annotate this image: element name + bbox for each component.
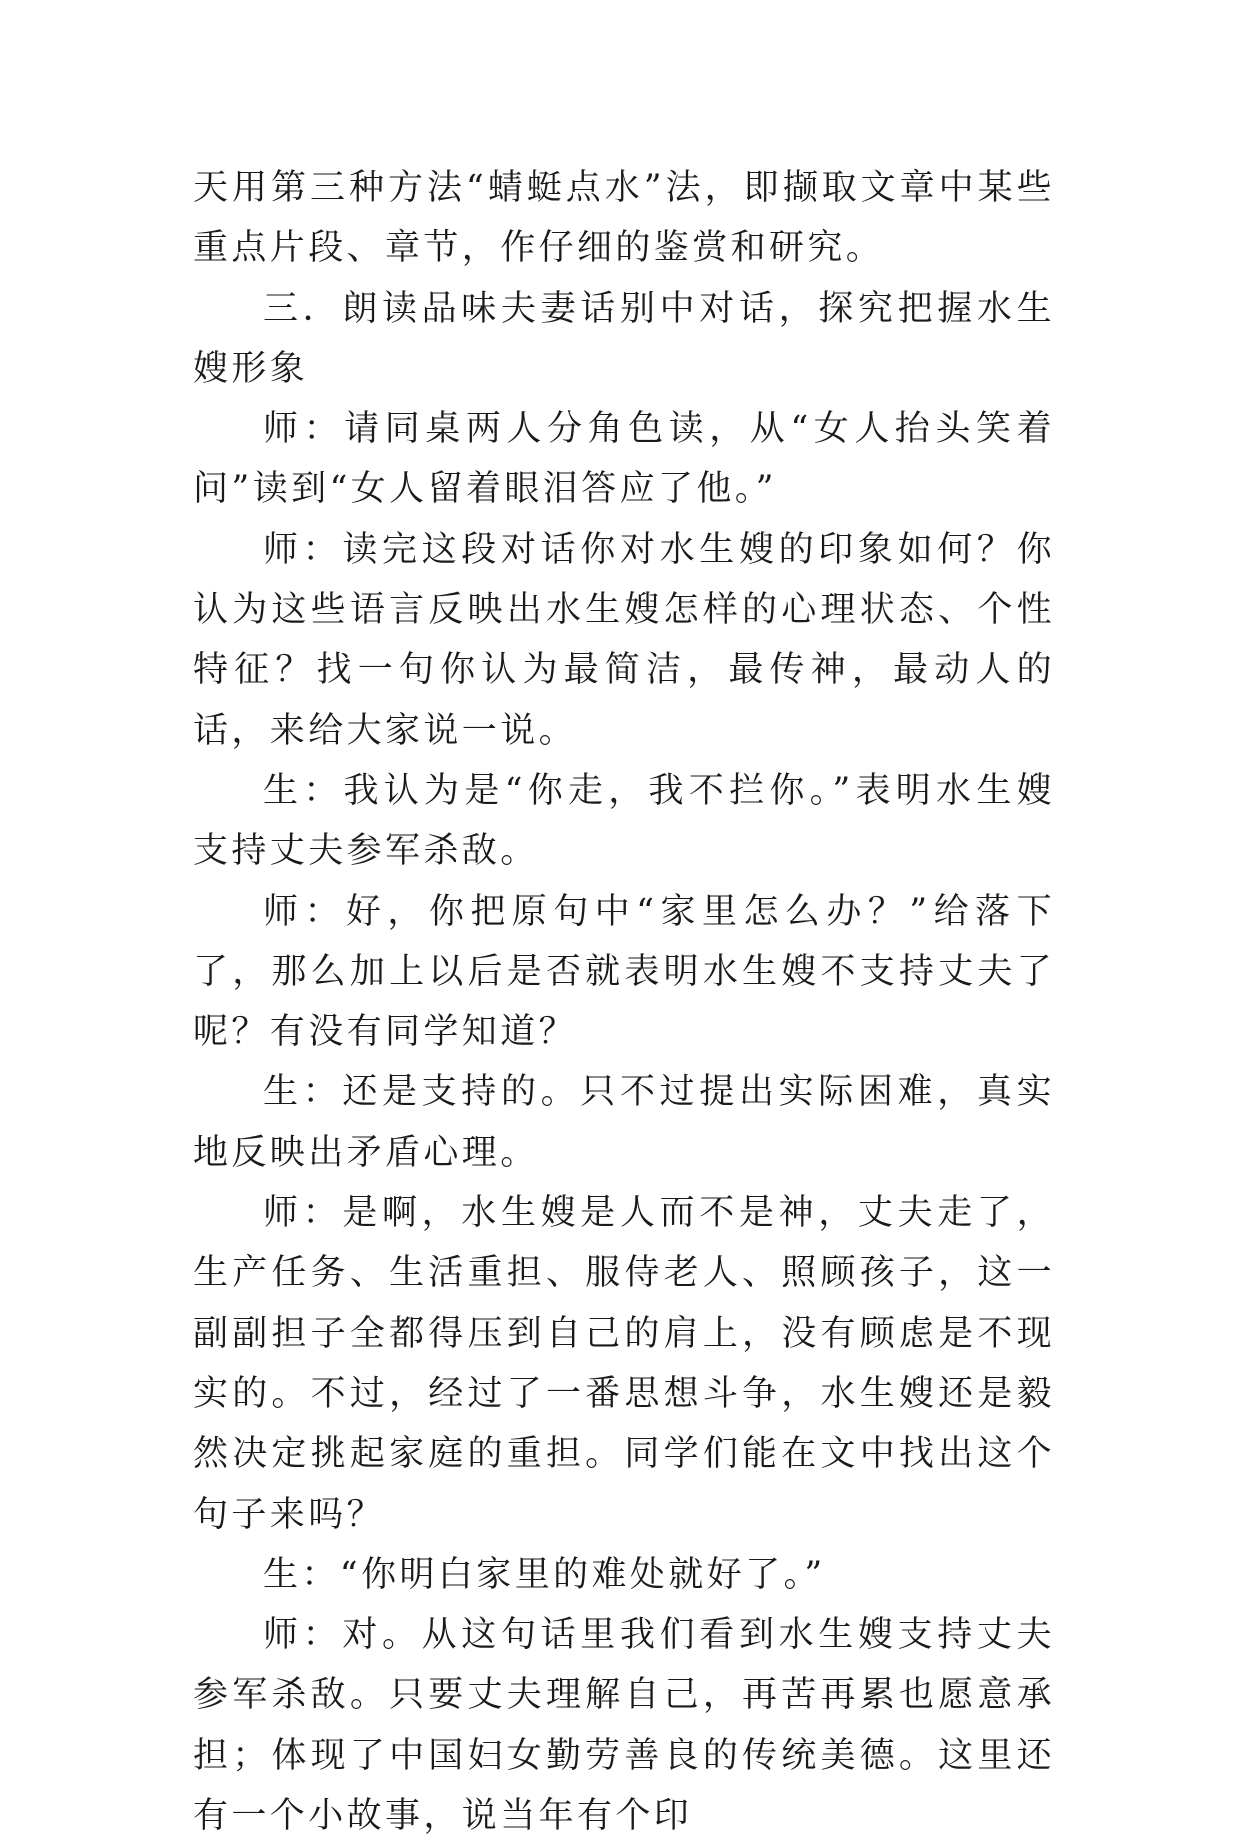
- document-body: [193, 158, 1055, 1846]
- paragraph-4: 师：读完这段对话你对水生嫂的印象如何？你认为这些语言反映出水生嫂怎样的心理状态、个性特征？找一句你认为最简洁，最传神，最动人的话，来给大家说一说。: [193, 529, 1055, 751]
- paragraph-9: 生：“你明白家里的难处就好了。”: [263, 1554, 826, 1595]
- paragraph-3: 师：请同桌两人分角色读，从“女人抬头笑着问”读到“女人留着眼泪答应了他。”: [193, 409, 1055, 510]
- paragraph-7: 生：还是支持的。只不过提出实际困难，真实地反映出矛盾心理。: [193, 1072, 1055, 1173]
- paragraph-1: 天用第三种方法“蜻蜓点水”法，即撷取文章中某些重点片段、章节，作仔细的鉴赏和研究。: [193, 168, 1055, 269]
- paragraph-5: 生：我认为是“你走，我不拦你。”表明水生嫂支持丈夫参军杀敌。: [193, 770, 1055, 872]
- paragraph-8: 师：是啊，水生嫂是人而不是神，丈夫走了，生产任务、生活重担、服侍老人、照顾孩子，这一副副担子全都得压到自己的肩上，没有顾虑是不现实的。不过，经过了一番思想斗争，水生嫂还是毅然决定挑起家庭的重担。同学们能在文中找出这个句子来吗？: [193, 1193, 1055, 1535]
- paragraph-2-section-heading: 三．朗读品味夫妻话别中对话，探究把握水生嫂形象: [193, 288, 1055, 389]
- paragraph-10: 师：对。从这句话里我们看到水生嫂支持丈夫参军杀敌。只要丈夫理解自己，再苦再累也愿意承担；体现了中国妇女勤劳善良的传统美德。这里还有一个小故事，说当年有个印: [193, 1615, 1055, 1837]
- paragraph-6: 师：好，你把原句中“家里怎么办？”给落下了，那么加上以后是否就表明水生嫂不支持丈夫了呢？有没有同学知道？: [193, 891, 1055, 1053]
